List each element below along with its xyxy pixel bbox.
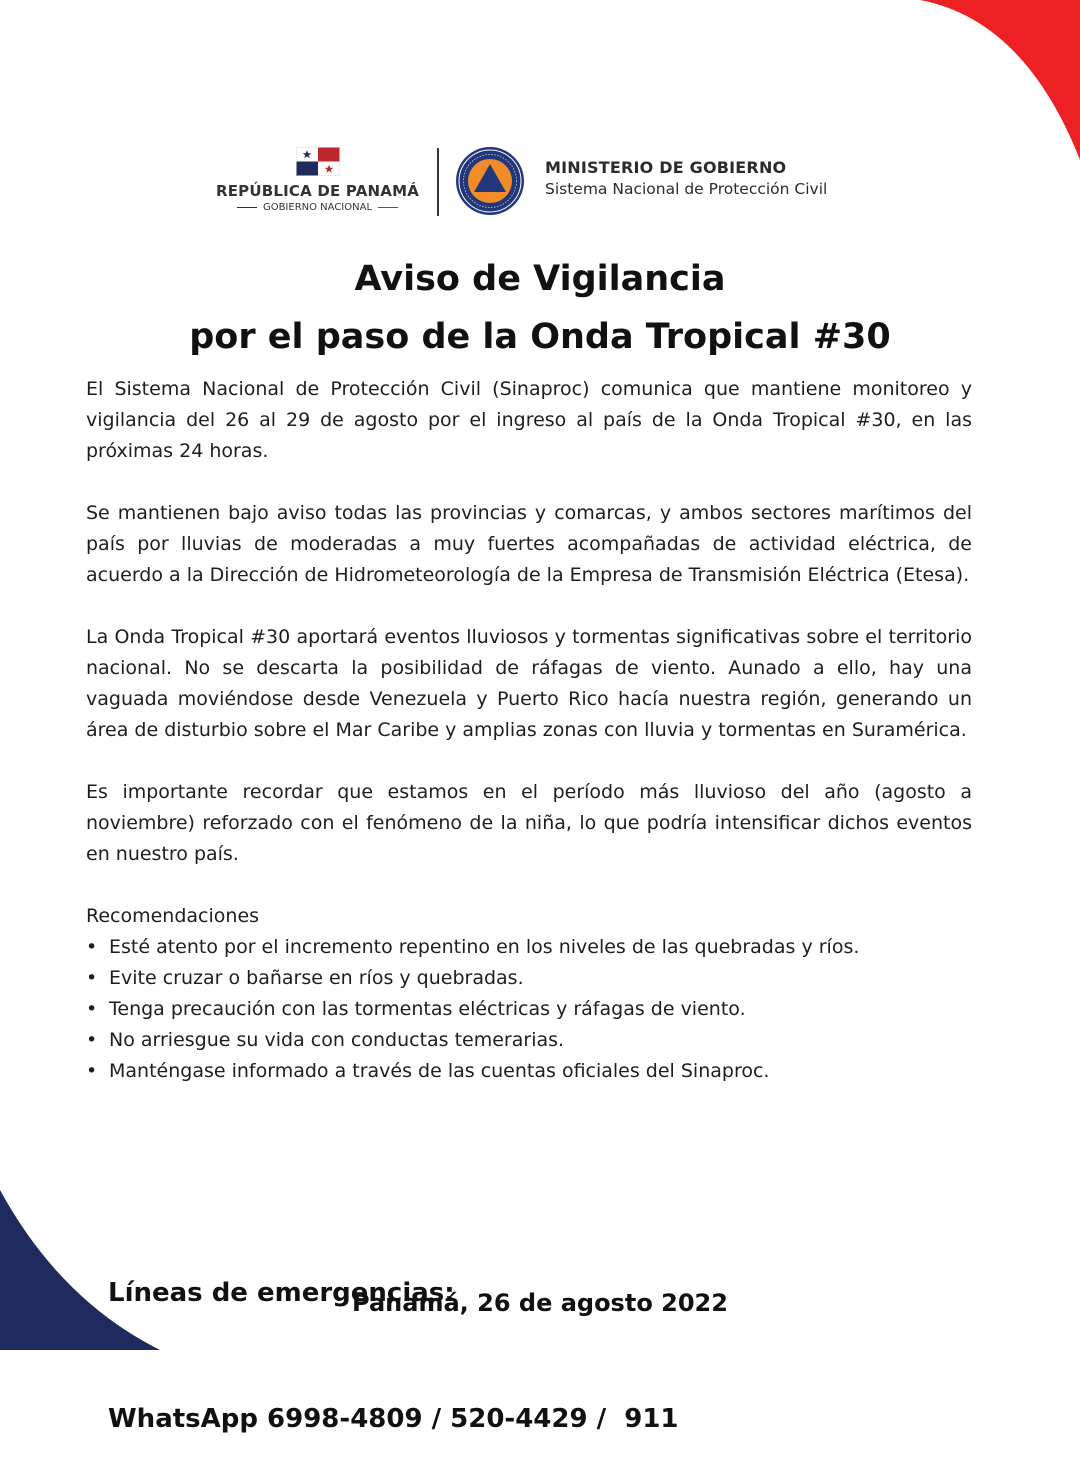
recommendation-item: • Esté atento por el incremento repentino en los niveles de las quebradas y ríos. (86, 932, 972, 963)
title-line-2: por el paso de la Onda Tropical #30 (189, 317, 891, 357)
paragraph-1: El Sistema Nacional de Protección Civil (Sinaproc) comunica que mantiene monitoreo y vigilancia del 26 al 29 de agosto por el ingreso al país de la Onda Tropical #30, en las próximas 24 horas. (86, 378, 972, 462)
emergency-heading: Líneas de emergencias: (108, 1278, 455, 1308)
paragraph-4: Es importante recordar que estamos en el período más lluvioso del año (agosto a noviembre) reforzado con el fenómeno de la niña, lo que podría intensificar dichos eventos en nuestro país. (86, 781, 972, 865)
header-divider (437, 148, 439, 216)
recommendation-item: • Manténgase informado a través de las cuentas oficiales del Sinaproc. (86, 1056, 972, 1087)
republica-panama-name: REPÚBLICA DE PANAMÁ (215, 182, 420, 200)
ministerio-gobierno-logo (545, 158, 827, 198)
recommendations-heading: Recomendaciones (86, 905, 260, 927)
recommendation-item: • Evite cruzar o bañarse en ríos y quebradas. (86, 963, 972, 994)
paragraph-2: Se mantienen bajo aviso todas las provincias y comarcas, y ambos sectores marítimos del país por lluvias de moderadas a muy fuertes acompañadas de actividad eléctrica, de acuerdo a la Dirección de Hidrometeorología de la Empresa de Transmisión Eléctrica (Etesa). (86, 502, 972, 586)
sinaproc-subtitle: Sistema Nacional de Protección Civil (545, 180, 828, 198)
civil-protection-seal-icon (455, 146, 525, 216)
main-content (86, 374, 972, 1087)
recommendation-item: • Tenga precaución con las tormentas eléctricas y ráfagas de viento. (86, 994, 972, 1025)
gobierno-nacional-text: GOBIERNO NACIONAL (262, 202, 373, 213)
republica-panama-logo (215, 145, 420, 213)
paragraph-3: La Onda Tropical #30 aportará eventos lluviosos y tormentas significativas sobre el territorio nacional. No se descarta la posibilidad de ráfagas de viento. Aunado a ello, hay una vaguada moviéndose desde Venezuela y Puerto Rico hacía nuestra región, generando un área de disturbio sobre el Mar Caribe y amplias zonas con lluvia y tormentas en Suramérica. (86, 626, 972, 741)
header-logos (0, 145, 1080, 220)
ministerio-title: MINISTERIO DE GOBIERNO (545, 158, 787, 177)
subtitle-rule-left (237, 207, 257, 209)
title-line-1: Aviso de Vigilancia (354, 259, 726, 299)
subtitle-rule-right (378, 207, 398, 209)
page-title (0, 250, 1080, 366)
gobierno-nacional-subtitle (215, 202, 420, 213)
recommendations-list (86, 932, 972, 1087)
panama-flag-icon (296, 147, 340, 176)
dateline: Panamá, 26 de agosto 2022 (352, 1289, 728, 1317)
emergency-numbers: WhatsApp 6998-4809 / 520-4429 / 911 (108, 1404, 679, 1434)
recommendation-item: • No arriesgue su vida con conductas temerarias. (86, 1025, 972, 1056)
emergency-lines (108, 1188, 679, 1482)
